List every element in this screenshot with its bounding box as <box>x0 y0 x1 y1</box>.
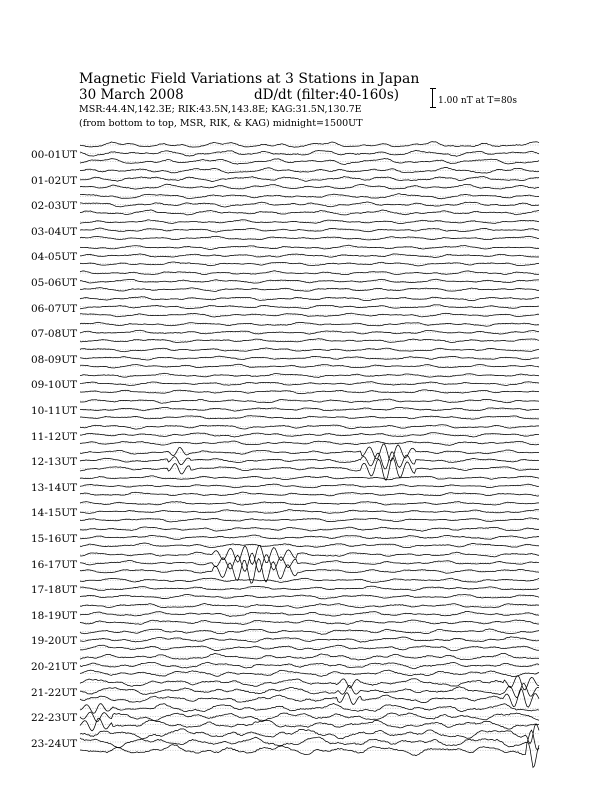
trace-kag-16-17ut <box>80 545 539 564</box>
trace-msr-06-07ut <box>80 313 539 317</box>
trace-order-note: (from bottom to top, MSR, RIK, & KAG) midnight=1500UT <box>79 118 363 129</box>
trace-kag-08-09ut <box>80 348 539 352</box>
trace-kag-20-21ut <box>80 653 539 660</box>
trace-kag-13-14ut <box>80 476 539 480</box>
hour-label: 23-24UT <box>31 737 78 750</box>
trace-kag-15-16ut <box>80 527 539 531</box>
trace-rik-20-21ut <box>80 662 539 668</box>
hour-label: 12-13UT <box>31 456 78 469</box>
hour-label: 21-22UT <box>31 686 78 699</box>
hour-label: 14-15UT <box>31 507 78 520</box>
hour-label: 01-02UT <box>31 174 78 187</box>
trace-rik-06-07ut <box>80 305 539 309</box>
scale-label: 1.00 nT at T=80s <box>438 96 518 106</box>
trace-kag-07-08ut <box>80 322 539 326</box>
hour-label: 05-06UT <box>31 277 78 289</box>
hour-label: 10-11UT <box>31 405 78 417</box>
hour-label: 02-03UT <box>31 200 78 213</box>
hour-label: 06-07UT <box>31 302 78 315</box>
trace-rik-07-08ut <box>80 330 539 334</box>
hour-label: 17-18UT <box>31 584 78 597</box>
trace-msr-03-04ut <box>80 236 539 240</box>
trace-rik-09-10ut <box>80 382 539 386</box>
hour-label: 04-05UT <box>31 251 78 264</box>
trace-kag-05-06ut <box>80 271 539 275</box>
hour-label: 00-01UT <box>31 149 78 161</box>
trace-msr-09-10ut <box>80 390 539 394</box>
trace-kag-00-01ut <box>80 142 539 148</box>
trace-rik-05-06ut <box>80 279 539 283</box>
chart-date: 30 March 2008 <box>79 87 184 103</box>
hour-label: 09-10UT <box>31 379 78 392</box>
trace-msr-02-03ut <box>80 210 539 215</box>
trace-kag-11-12ut <box>80 425 539 429</box>
hour-label: 19-20UT <box>31 635 78 648</box>
trace-msr-23-24ut <box>80 742 539 767</box>
hour-label: 15-16UT <box>31 533 78 545</box>
trace-msr-08-09ut <box>80 364 539 368</box>
chart-title: Magnetic Field Variations at 3 Stations in Japan <box>79 71 420 87</box>
trace-kag-01-02ut <box>80 167 539 173</box>
hour-label: 22-23UT <box>31 712 78 725</box>
hour-label: 07-08UT <box>31 328 78 341</box>
hour-label: 11-12UT <box>31 430 78 443</box>
station-coordinates: MSR:44.4N,142.3E; RIK:43.5N,143.8E; KAG:31.5N,130.7E <box>79 104 362 115</box>
hour-label: 20-21UT <box>31 661 78 673</box>
trace-msr-01-02ut <box>80 184 539 189</box>
trace-kag-12-13ut <box>80 444 539 461</box>
trace-msr-21-22ut <box>80 688 539 707</box>
hour-label: 18-19UT <box>31 609 78 622</box>
trace-kag-14-15ut <box>80 502 539 505</box>
trace-kag-19-20ut <box>80 629 539 634</box>
trace-rik-21-22ut <box>80 683 539 697</box>
trace-rik-15-16ut <box>80 535 539 539</box>
hour-label: 08-09UT <box>31 353 78 366</box>
trace-rik-16-17ut <box>80 553 539 572</box>
hour-label: 16-17UT <box>31 558 78 571</box>
hour-label: 03-04UT <box>31 225 78 238</box>
trace-rik-08-09ut <box>80 356 539 360</box>
hour-label: 13-14UT <box>31 481 78 494</box>
chart-mode: dD/dt (filter:40-160s) <box>254 87 400 103</box>
trace-rik-13-14ut <box>80 484 539 488</box>
trace-rik-23-24ut <box>80 730 539 750</box>
